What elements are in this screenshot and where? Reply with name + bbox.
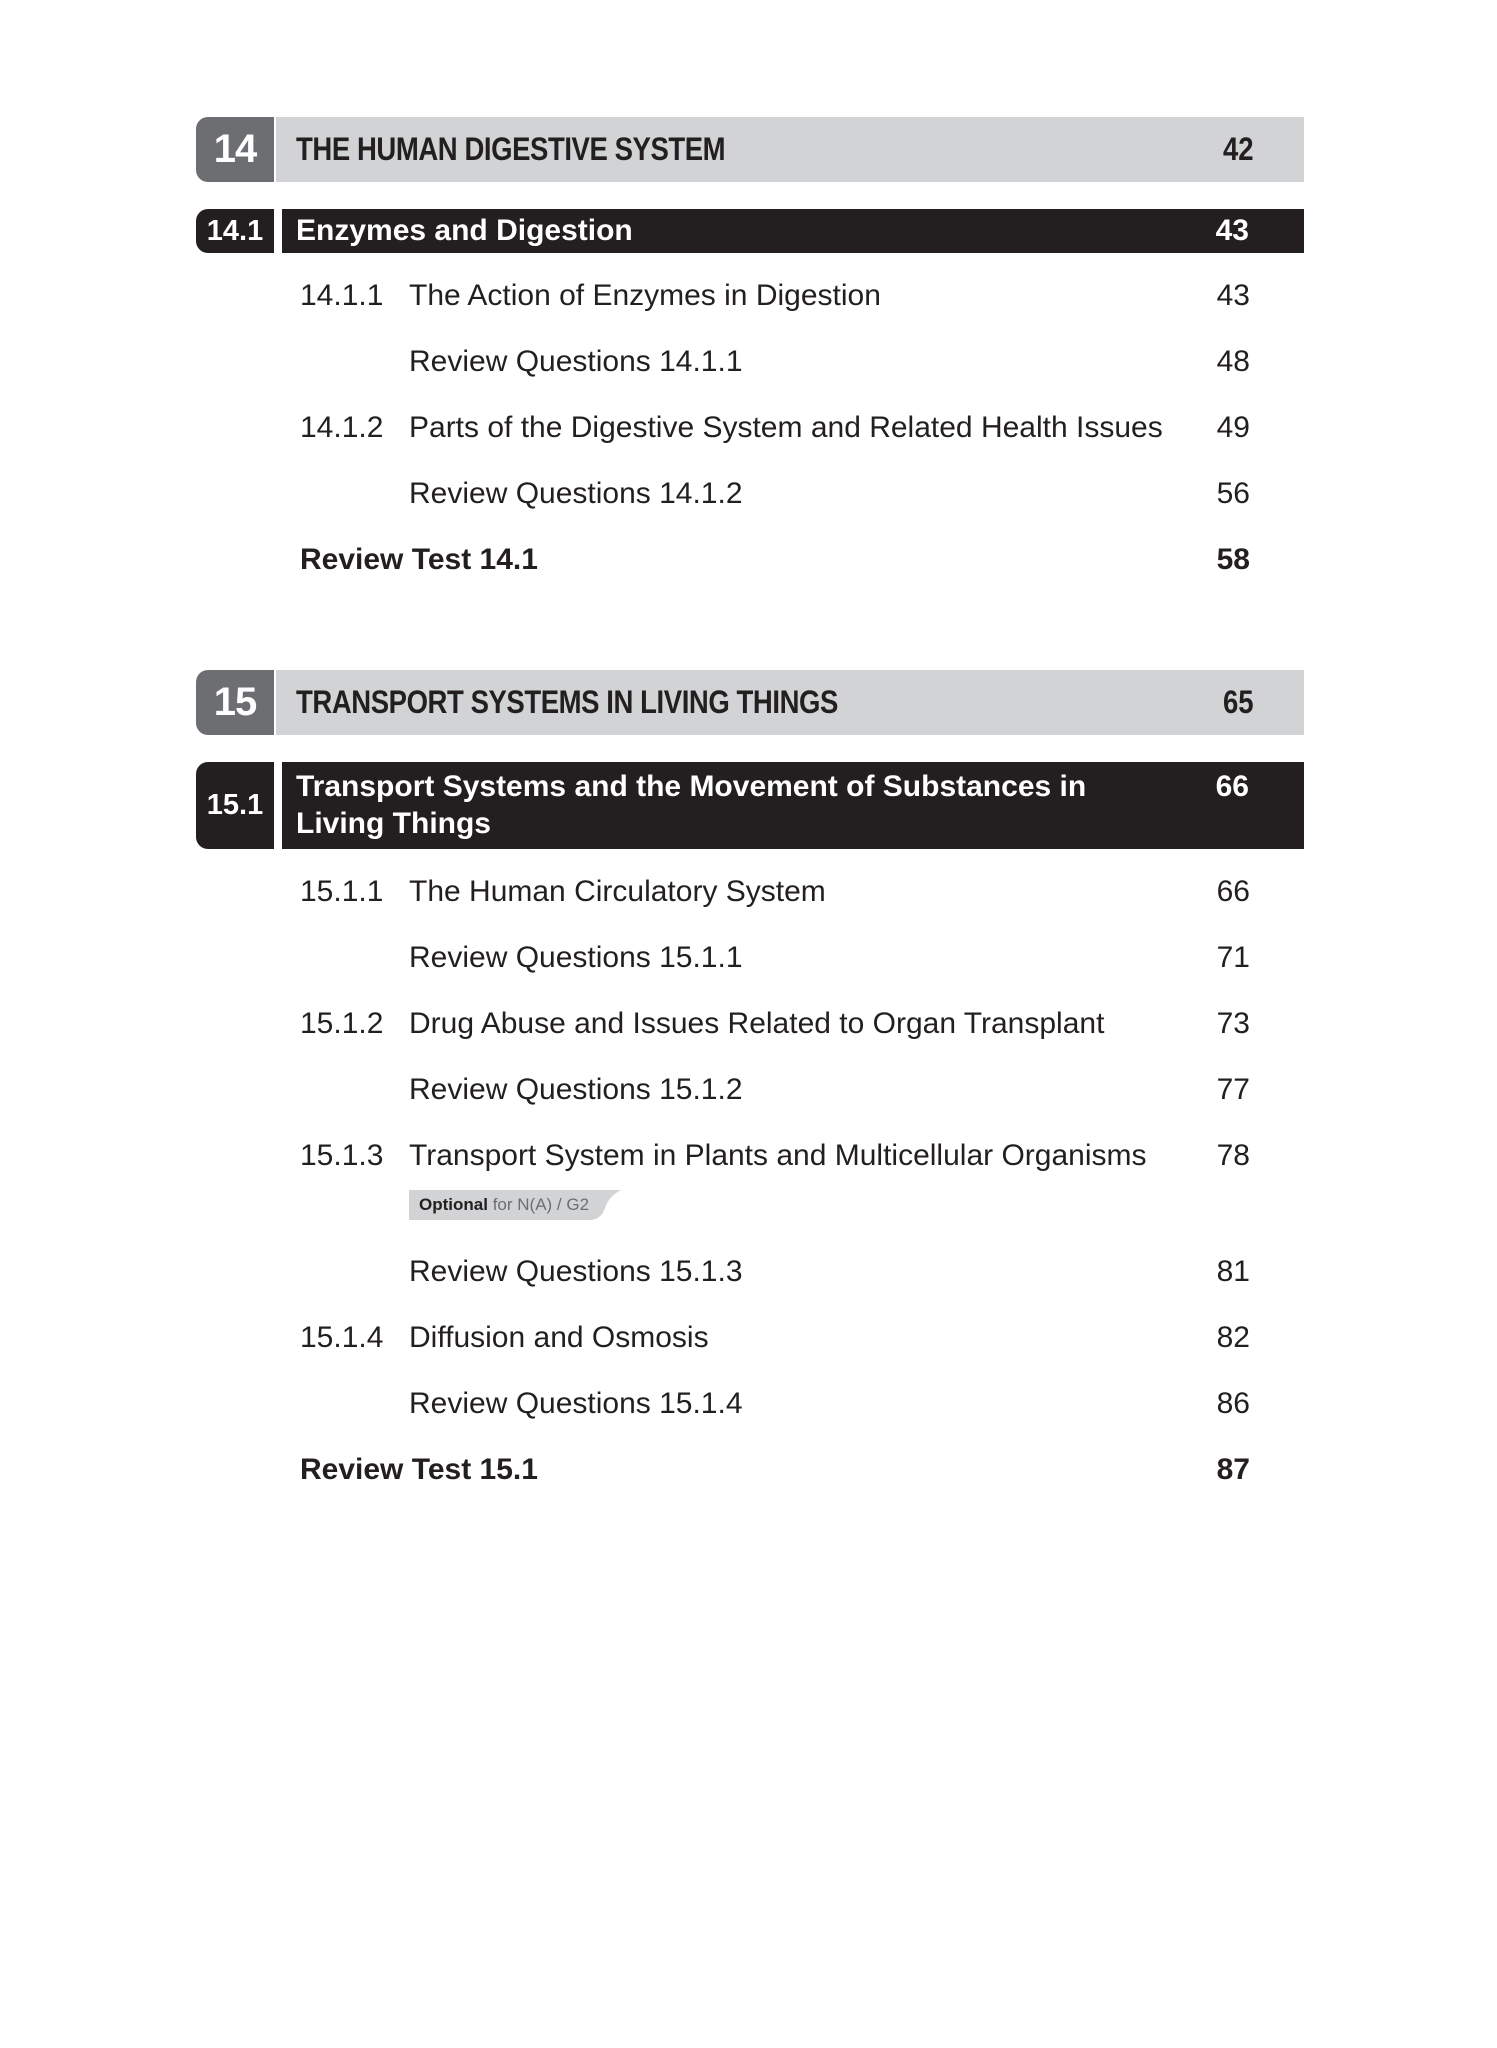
entry-title: Review Questions 15.1.1: [409, 941, 743, 974]
section-title: Transport Systems and the Movement of Substances in Living Things: [296, 770, 1087, 840]
toc-review-test[interactable]: [300, 1450, 1250, 1490]
toc-entry-review[interactable]: [300, 1384, 1250, 1424]
entry-page-number: 43: [1216, 279, 1250, 312]
optional-tag: [409, 1190, 621, 1220]
entry-page-number: 77: [1216, 1073, 1250, 1106]
optional-tag-label: Optional: [419, 1195, 488, 1214]
entry-page-number: 82: [1216, 1321, 1250, 1354]
chapter-page-number: 65: [1223, 684, 1254, 720]
entry-title: Transport System in Plants and Multicellular Organisms: [409, 1139, 1147, 1172]
entry-title: Drug Abuse and Issues Related to Organ Transplant: [409, 1007, 1105, 1040]
entry-code: 15.1.1: [300, 875, 384, 908]
chapter-number: 14: [196, 117, 274, 182]
entry-title: Review Questions 15.1.4: [409, 1387, 743, 1420]
section-title: Enzymes and Digestion: [296, 214, 633, 247]
entry-page-number: 71: [1216, 941, 1250, 974]
entry-title: Review Questions 14.1.1: [409, 345, 743, 378]
entry-code: 14.1.2: [300, 411, 384, 444]
chapter-title: TRANSPORT SYSTEMS IN LIVING THINGS: [296, 684, 838, 720]
entry-page-number: 73: [1216, 1007, 1250, 1040]
review-test-title: Review Test 15.1: [300, 1453, 538, 1486]
review-test-title: Review Test 14.1: [300, 543, 538, 576]
entry-code: 15.1.2: [300, 1007, 384, 1040]
chapter-page-number: 42: [1223, 131, 1254, 167]
review-test-page-number: 58: [1216, 543, 1250, 576]
chapter-header-14[interactable]: [196, 117, 1304, 182]
optional-tag-detail: for N(A) / G2: [492, 1195, 590, 1214]
entry-page-number: 49: [1216, 411, 1250, 444]
toc-entry[interactable]: [300, 1004, 1250, 1044]
toc-entry-review[interactable]: [300, 1252, 1250, 1292]
section-title-bar: [282, 762, 1304, 849]
review-test-page-number: 87: [1216, 1453, 1250, 1486]
entry-title: The Human Circulatory System: [409, 875, 826, 908]
entry-page-number: 66: [1216, 875, 1250, 908]
entry-page-number: 78: [1216, 1139, 1250, 1172]
entry-code: 15.1.4: [300, 1321, 384, 1354]
section-page-number: 66: [1215, 770, 1249, 803]
section-header-15-1[interactable]: [196, 762, 1304, 849]
section-title-bar: [282, 209, 1304, 253]
toc-entry[interactable]: [300, 276, 1250, 316]
entry-page-number: 56: [1216, 477, 1250, 510]
chapter-title: THE HUMAN DIGESTIVE SYSTEM: [296, 131, 726, 167]
chapter-title-bar: [276, 670, 1304, 735]
entry-title: Review Questions 15.1.2: [409, 1073, 743, 1106]
entry-title: Diffusion and Osmosis: [409, 1321, 709, 1354]
toc-entry[interactable]: [300, 1318, 1250, 1358]
entry-page-number: 48: [1216, 345, 1250, 378]
section-header-14-1[interactable]: [196, 209, 1304, 253]
chapter-header-15[interactable]: [196, 670, 1304, 735]
entry-code: 14.1.1: [300, 279, 384, 312]
entry-page-number: 86: [1216, 1387, 1250, 1420]
entry-title: The Action of Enzymes in Digestion: [409, 279, 881, 312]
entry-title: Review Questions 15.1.3: [409, 1255, 743, 1288]
section-page-number: 43: [1215, 214, 1249, 247]
chapter-number: 15: [196, 670, 274, 735]
toc-entry[interactable]: [300, 408, 1250, 448]
toc-entry-review[interactable]: [300, 1070, 1250, 1110]
toc-entry[interactable]: [300, 872, 1250, 912]
toc-review-test[interactable]: [300, 540, 1250, 580]
entry-title: Parts of the Digestive System and Related Health Issues: [409, 411, 1163, 444]
toc-entry[interactable]: [300, 1136, 1250, 1176]
toc-entry-review[interactable]: [300, 938, 1250, 978]
toc-entry-review[interactable]: [300, 474, 1250, 514]
optional-tag-text: [419, 1190, 589, 1220]
toc-entry-review[interactable]: [300, 342, 1250, 382]
chapter-title-bar: [276, 117, 1304, 182]
entry-page-number: 81: [1216, 1255, 1250, 1288]
entry-code: 15.1.3: [300, 1139, 384, 1172]
section-number: 15.1: [196, 762, 274, 849]
entry-title: Review Questions 14.1.2: [409, 477, 743, 510]
section-number: 14.1: [196, 209, 274, 253]
